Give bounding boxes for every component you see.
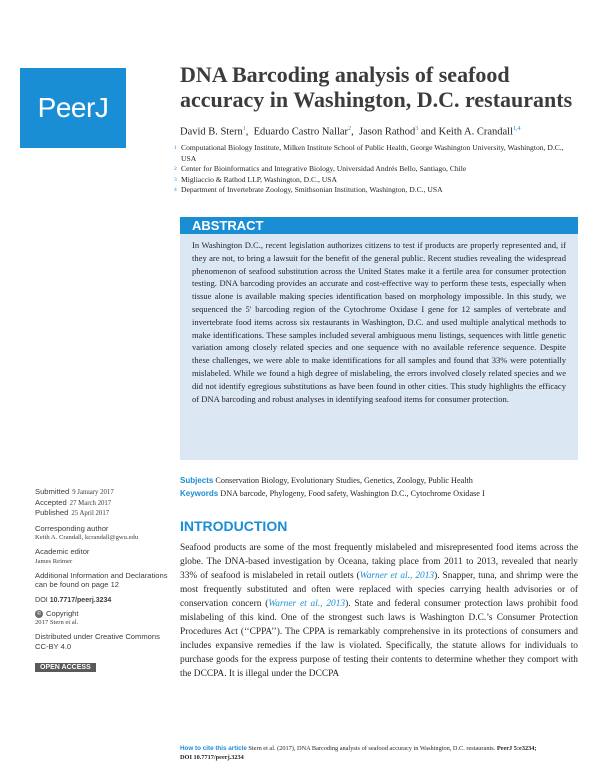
published-date: 25 April 2017 — [71, 510, 110, 517]
editor-value: James Reimer — [35, 557, 73, 565]
license-text[interactable]: Distributed under Creative Commons CC-BY 4.0 — [35, 632, 160, 651]
affiliation-text: Center for Bioinformatics and Integrative Biology, Universidad Andrés Bello, Santiago, Chile — [181, 164, 467, 174]
corresponding-label: Corresponding author — [35, 523, 109, 533]
affiliations — [174, 143, 574, 196]
affiliation-item — [174, 164, 574, 175]
copyright-icon: © — [36, 610, 42, 617]
author-name[interactable]: Keith A. Crandall — [438, 126, 514, 138]
copyright-label: Copyright — [46, 608, 79, 618]
corresponding-block — [35, 524, 175, 543]
author-separator: , — [351, 126, 354, 138]
submitted-label: Submitted — [35, 487, 70, 496]
author-affil-sup: 2 — [348, 126, 352, 132]
affiliation-item — [174, 185, 574, 196]
intro-text-2: ). Snapper, tuna, and shrimp were the most frequently substituted and often were replaced with species carrying health advisories or of conservation concern ( — [180, 571, 579, 609]
introduction-paragraph — [180, 541, 578, 681]
additional-info[interactable]: Additional Information and Declarations can be found on page 12 — [35, 570, 168, 589]
affiliation-item — [174, 175, 574, 186]
author-name[interactable]: David B. Stern — [180, 126, 243, 138]
abstract-heading: ABSTRACT — [180, 217, 578, 234]
copyright-row — [35, 609, 175, 619]
submitted-row — [35, 487, 175, 498]
abstract-text: In Washington D.C., recent legislation authorizes citizens to test if products are properly represented and, if they are not, to bring a lawsuit for the benefit of the general public. Recent studies revealing the widespread phenomenon of seafood substitution across the United States make it a fertile area for consumer protection testing. DNA barcoding provides an accurate and cost-effective way to perform these tests, especially when tissue alone is available making species identification based on morphology impossible. In this study, we sequenced the 5′ barcoding region of the Cytochrome Oxidase I gene for 12 samples of vertebrate and invertebrate food items across six restaurants in Washington, D.C. and used multiple analytical methods to make identifications. These samples included several ambiguous menu listings, sequences with little genetic variation among closely related species and one sequence with no available reference sequence. Despite these challenges, we were able to make identifications for all samples and found that 33% were potentially mislabeled. While we found a high degree of mislabeling, the errors involved closely related species and we did not identify egregious substitutions as have been found in other cities. This study highlights the efficacy of DNA barcoding and robust analyses in identifying seafood items for consumer protection. — [192, 240, 566, 404]
affiliation-text: Migliaccio & Rathod LLP, Washington, D.C., USA — [181, 174, 337, 184]
peerj-logo — [20, 68, 126, 148]
article-sidebar — [35, 487, 175, 674]
cite-text: Stern et al. (2017), DNA Barcoding analysis of seafood accuracy in Washington, D.C. restaurants. — [248, 745, 496, 752]
copyright-value: 2017 Stern et al. — [35, 619, 79, 626]
author-affil-sup: 1,4 — [513, 126, 521, 132]
dates-block — [35, 487, 175, 519]
doi-label: DOI — [35, 594, 48, 604]
abstract-box — [180, 234, 578, 460]
affiliation-text: Department of Invertebrate Zoology, Smithsonian Institution, Washington, D.C., USA — [181, 185, 443, 195]
intro-text-1: Seafood products are some of the most frequently mislabeled and misrepresented food items across the globe. The DNA-based investigation by Oceana, taking place from 2011 to 2013, revealed that nearly 33% of seafood is mislabeled in retail outlets ( — [180, 543, 578, 581]
accepted-row — [35, 498, 175, 509]
editor-block — [35, 547, 175, 566]
affiliation-number: 1 — [174, 145, 177, 151]
intro-text-3: ). State and federal consumer protection laws prohibit food mislabeling of this kind. One of the strongest such laws is Washington D.C.’s Consumer Protection Procedures Act (‘‘CPPA’’). The CPPA is remarkably comprehensive in its protections of consumers and includes expansive remedies if the law is violated. Specifically, the statute allows for individuals to purchase goods for the express purpose of testing their contents to determine whether they comport with the DCCPA. It is illegal under the DCCPA — [180, 599, 578, 679]
introduction-heading: INTRODUCTION — [180, 518, 288, 534]
doi-link[interactable]: 10.7717/peerj.3234 — [49, 596, 112, 604]
cite-label: How to cite this article — [180, 745, 247, 752]
keywords-label: Keywords — [180, 489, 219, 498]
subjects-value[interactable]: Conservation Biology, Evolutionary Studies, Genetics, Zoology, Public Health — [215, 476, 473, 485]
author-separator: and — [420, 126, 437, 138]
affiliation-item — [174, 143, 574, 164]
accepted-date: 27 March 2017 — [69, 499, 112, 507]
subjects-line — [180, 476, 473, 485]
additional-info-block — [35, 571, 175, 590]
author-list — [180, 126, 521, 138]
submitted-date: 9 January 2017 — [72, 489, 114, 496]
author-name[interactable]: Jason Rathod — [358, 126, 416, 138]
keywords-value: DNA barcode, Phylogeny, Food safety, Washington D.C., Cytochrome Oxidase I — [220, 489, 485, 498]
citation-footer — [180, 745, 580, 762]
logo-text: PeerJ — [37, 92, 109, 123]
citation-link[interactable]: Warner et al., 2013 — [268, 599, 346, 609]
editor-label: Academic editor — [35, 547, 90, 556]
author-affil-sup: 1 — [242, 126, 246, 132]
footer-doi[interactable]: DOI 10.7717/peerj.3234 — [180, 753, 244, 761]
affiliation-number: 3 — [174, 176, 177, 183]
published-row — [35, 508, 175, 519]
subjects-label: Subjects — [180, 476, 214, 485]
keywords-line — [180, 489, 485, 498]
author-affil-sup: 3 — [415, 126, 419, 132]
author-name[interactable]: Eduardo Castro Nallar — [253, 126, 349, 138]
corresponding-value[interactable]: Keith A. Crandall, kcrandall@gwu.edu — [35, 534, 139, 541]
license-block — [35, 632, 175, 651]
citation-link[interactable]: Warner et al., 2013 — [359, 571, 435, 581]
author-separator: , — [245, 126, 249, 138]
affiliation-number: 2 — [174, 166, 177, 173]
affiliation-number: 4 — [174, 187, 177, 194]
article-title: DNA Barcoding analysis of seafood accuracy in Washington, D.C. restaurants — [180, 62, 573, 112]
accepted-label: Accepted — [35, 497, 67, 507]
copyright-block — [35, 609, 175, 628]
open-access-badge: OPEN ACCESS — [35, 663, 96, 672]
published-label: Published — [35, 508, 69, 517]
doi-block — [35, 595, 175, 604]
affiliation-text: Computational Biology Institute, Milken Institute School of Public Health, George Washington University, Washington, D.C., USA — [181, 143, 564, 163]
journal-ref: PeerJ 5:e3234; — [496, 745, 537, 752]
